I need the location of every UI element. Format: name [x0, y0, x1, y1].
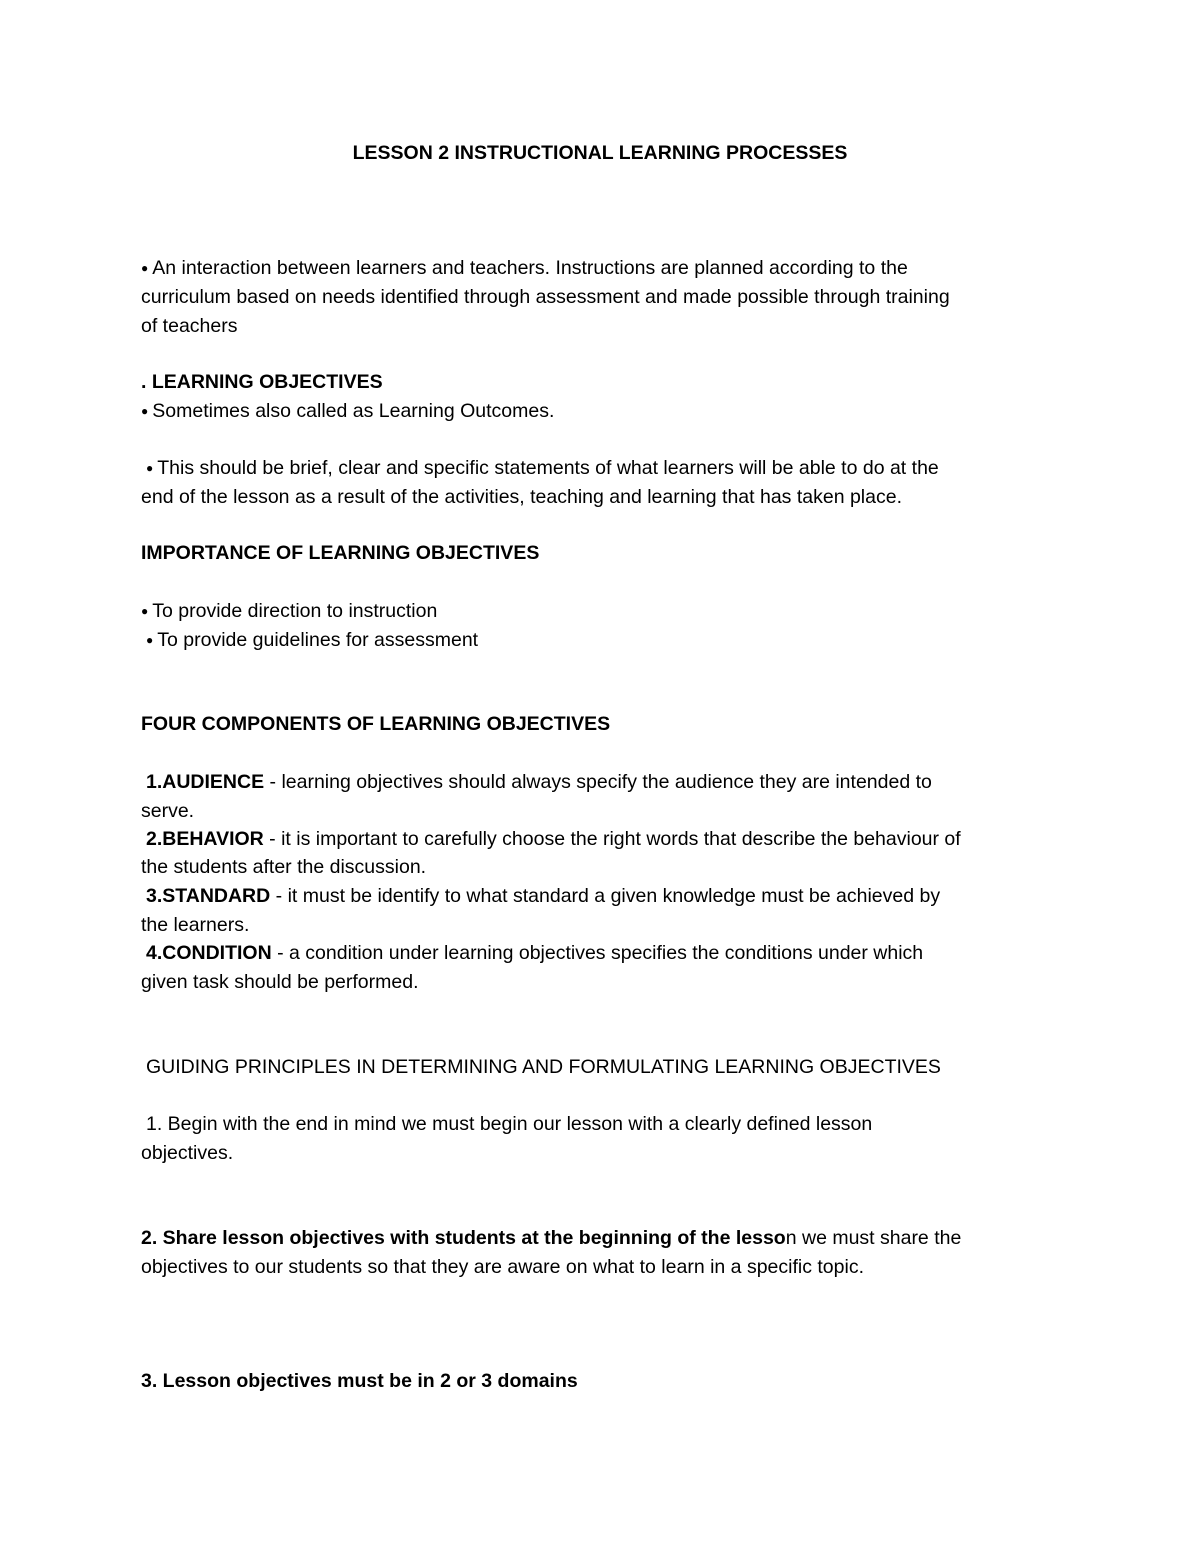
intro-text-1: An interaction between learners and teachers. Instructions are planned according to the [152, 257, 908, 279]
component-text: - learning objectives should always specify the audience they are intended to [264, 771, 932, 793]
bullet-text: This should be brief, clear and specific statements of what learners will be able to do at the [157, 457, 939, 479]
intro-line-1 [141, 256, 908, 280]
bullet-icon: ● [141, 404, 149, 418]
component-label: 1.AUDIENCE [146, 771, 265, 793]
principle-1: 1. Begin with the end in mind we must begin our lesson with a clearly defined lesson [146, 1113, 873, 1135]
importance-bullet-2 [146, 628, 478, 652]
component-label: 4.CONDITION [146, 942, 272, 964]
component-label: 3.STANDARD [146, 885, 271, 907]
principle-2-cont: objectives to our students so that they are aware on what to learn in a specific topic. [141, 1256, 864, 1278]
bullet-text: Sometimes also called as Learning Outcomes. [152, 400, 555, 422]
component-condition [146, 941, 923, 965]
learning-objectives-bullet-1 [141, 399, 554, 423]
page-title: LESSON 2 INSTRUCTIONAL LEARNING PROCESSES [352, 142, 848, 164]
importance-heading: IMPORTANCE OF LEARNING OBJECTIVES [141, 542, 540, 564]
bullet-text: To provide direction to instruction [152, 600, 438, 622]
principle-3: 3. Lesson objectives must be in 2 or 3 domains [141, 1370, 578, 1392]
components-heading: FOUR COMPONENTS OF LEARNING OBJECTIVES [141, 713, 611, 735]
component-audience-cont: serve. [141, 800, 195, 822]
bullet-icon: ● [141, 261, 149, 275]
bullet-icon: ● [146, 633, 154, 647]
component-audience [146, 770, 932, 794]
learning-objectives-bullet-2 [146, 456, 939, 480]
learning-objectives-bullet-2-cont: end of the lesson as a result of the activities, teaching and learning that has taken place. [141, 486, 902, 508]
importance-bullet-1 [141, 599, 437, 623]
component-standard-cont: the learners. [141, 914, 250, 936]
bullet-icon: ● [146, 461, 154, 475]
intro-line-3: of teachers [141, 315, 238, 337]
component-behavior [146, 827, 961, 851]
principle-2 [141, 1226, 961, 1250]
component-condition-cont: given task should be performed. [141, 971, 419, 993]
principle-1-cont: objectives. [141, 1142, 234, 1164]
principle-2-text: n we must share the [785, 1227, 962, 1249]
guiding-heading: GUIDING PRINCIPLES IN DETERMINING AND FORMULATING LEARNING OBJECTIVES [146, 1056, 941, 1078]
bullet-text: To provide guidelines for assessment [157, 629, 479, 651]
component-behavior-cont: the students after the discussion. [141, 856, 427, 878]
component-label: 2.BEHAVIOR [146, 828, 264, 850]
component-text: - a condition under learning objectives specifies the conditions under which [271, 942, 924, 964]
principle-2-bold: 2. Share lesson objectives with students at the beginning of the lesso [141, 1227, 786, 1249]
intro-line-2: curriculum based on needs identified through assessment and made possible through training [141, 286, 950, 308]
component-standard [146, 884, 940, 908]
component-text: - it must be identify to what standard a given knowledge must be achieved by [270, 885, 941, 907]
learning-objectives-heading: . LEARNING OBJECTIVES [141, 371, 383, 393]
component-text: - it is important to carefully choose the right words that describe the behaviour of [263, 828, 961, 850]
bullet-icon: ● [141, 604, 149, 618]
